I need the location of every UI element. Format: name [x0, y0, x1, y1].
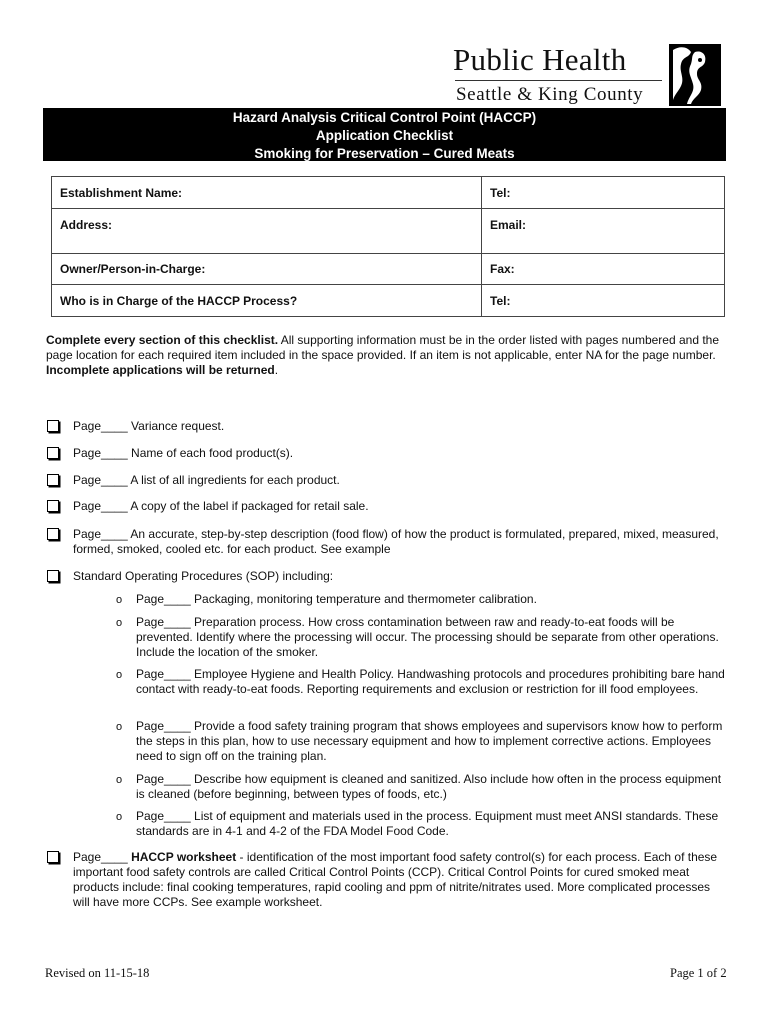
haccp-tel-field[interactable]: Tel: — [482, 285, 725, 317]
email-field[interactable]: Email: — [482, 209, 725, 254]
sop-item-cleaning — [0, 772, 770, 804]
item-ingredients-text: Page____ A list of all ingredients for each product. — [73, 473, 340, 487]
checklist-item-sop — [0, 569, 770, 585]
item-flow-text: Page____ An accurate, step-by-step description (food flow) of how the product is formulated, prepared, mixed, measured, formed, smoked, cooled etc. for each product. See example — [73, 527, 719, 556]
checklist-item-label — [0, 499, 770, 515]
instructions-body: All supporting information must be in the order listed with pages numbered and the page location for each required item included in the space provided. If an item is not applicable, enter NA for the page number. — [46, 333, 720, 362]
king-portrait-icon — [669, 44, 721, 106]
establishment-name-field[interactable]: Establishment Name: — [52, 177, 482, 209]
checkbox-sop[interactable] — [47, 570, 59, 582]
checkbox-worksheet[interactable] — [47, 851, 59, 863]
warning-period: . — [274, 363, 279, 377]
sub-bullet: o — [116, 594, 123, 606]
instructions-lead: Complete every section of this checklist. — [46, 333, 279, 347]
checklist-item-names — [0, 446, 770, 462]
checkbox-flow[interactable] — [47, 528, 59, 540]
title-line-3: Smoking for Preservation – Cured Meats — [254, 146, 515, 161]
item-names-text: Page____ Name of each food product(s). — [73, 446, 294, 460]
haccp-charge-field[interactable]: Who is in Charge of the HACCP Process? — [52, 285, 482, 317]
sop-item-training — [0, 719, 770, 765]
checklist-item-ingredients — [0, 473, 770, 489]
title-line-2: Application Checklist — [315, 128, 454, 143]
worksheet-title: HACCP worksheet — [131, 850, 237, 864]
sop-item-preparation — [0, 615, 770, 661]
sop-item-hygiene — [0, 667, 770, 713]
sop-cleaning-text: Page____ Describe how equipment is cleaned and sanitized. Also include how often in the process equipment is cleaned (before beginning, between types of foods, etc.) — [136, 772, 722, 801]
instructions-paragraph — [46, 333, 726, 378]
sub-bullet: o — [116, 669, 123, 681]
document-title-banner — [43, 108, 726, 161]
logo-divider — [455, 80, 662, 81]
checklist-item-variance — [0, 419, 770, 435]
sub-bullet: o — [116, 721, 123, 733]
revision-date: Revised on 11-15-18 — [45, 966, 150, 980]
item-variance-text: Page____ Variance request. — [73, 419, 225, 433]
logo-title: Public Health — [453, 42, 627, 77]
sop-item-packaging — [0, 592, 770, 608]
checklist-item-flow — [0, 527, 770, 559]
item-sop-text: Standard Operating Procedures (SOP) including: — [73, 569, 334, 583]
address-field[interactable]: Address: — [52, 209, 482, 254]
sop-packaging-text: Page____ Packaging, monitoring temperature and thermometer calibration. — [136, 592, 537, 606]
sop-training-text: Page____ Provide a food safety training program that shows employees and supervisors know how to perform the steps in this plan, how to use necessary equipment and how to implement corrective actions. Employees need to sign off on the training plan. — [136, 719, 723, 763]
public-health-logo — [453, 44, 725, 108]
logo-subtitle: Seattle & King County — [456, 84, 644, 105]
checkbox-label[interactable] — [47, 500, 59, 512]
item-label-text: Page____ A copy of the label if packaged for retail sale. — [73, 499, 369, 513]
establishment-info-table — [51, 176, 725, 317]
sop-equipment-text: Page____ List of equipment and materials used in the process. Equipment must meet ANSI standards. These standards are in 4-1 and 4-2 of the FDA Model Food Code. — [136, 809, 719, 838]
title-line-1: Hazard Analysis Critical Control Point (HACCP) — [232, 110, 537, 125]
sop-preparation-text: Page____ Preparation process. How cross contamination between raw and ready-to-eat foods will be prevented. Identify where the processing will occur. The processing should be separate from other operations. Include the location of the smoker. — [136, 615, 719, 659]
checkbox-variance[interactable] — [47, 420, 59, 432]
checkbox-names[interactable] — [47, 447, 59, 459]
tel-field[interactable]: Tel: — [482, 177, 725, 209]
checklist-item-worksheet — [0, 850, 770, 912]
item-worksheet-text — [73, 850, 723, 910]
sop-item-equipment — [0, 809, 770, 841]
sub-bullet: o — [116, 617, 123, 629]
sub-bullet: o — [116, 774, 123, 786]
fax-field[interactable]: Fax: — [482, 254, 725, 285]
sop-hygiene-text: Page____ Employee Hygiene and Health Policy. Handwashing protocols and procedures prohibiting bare hand contact with ready-to-eat foods. Reporting requirements and exclusion or restriction for ill food employees. — [136, 667, 725, 696]
owner-field[interactable]: Owner/Person-in-Charge: — [52, 254, 482, 285]
sub-bullet: o — [116, 811, 123, 823]
page-number: Page 1 of 2 — [670, 966, 727, 980]
checkbox-ingredients[interactable] — [47, 474, 59, 486]
worksheet-description: - identification of the most important food safety control(s) for each process. Each of these important food safety controls are called Critical Control Points (CCP). Critical Control Points for cured smoked meat products include: final cooking temperatures, rapid cooling and ppm of nitrite/nitrates used. More complicated processes will have more CCPs. See example worksheet. — [73, 850, 718, 909]
worksheet-page-blank: Page____ — [73, 850, 132, 864]
incomplete-warning: Incomplete applications will be returned — [46, 363, 275, 377]
